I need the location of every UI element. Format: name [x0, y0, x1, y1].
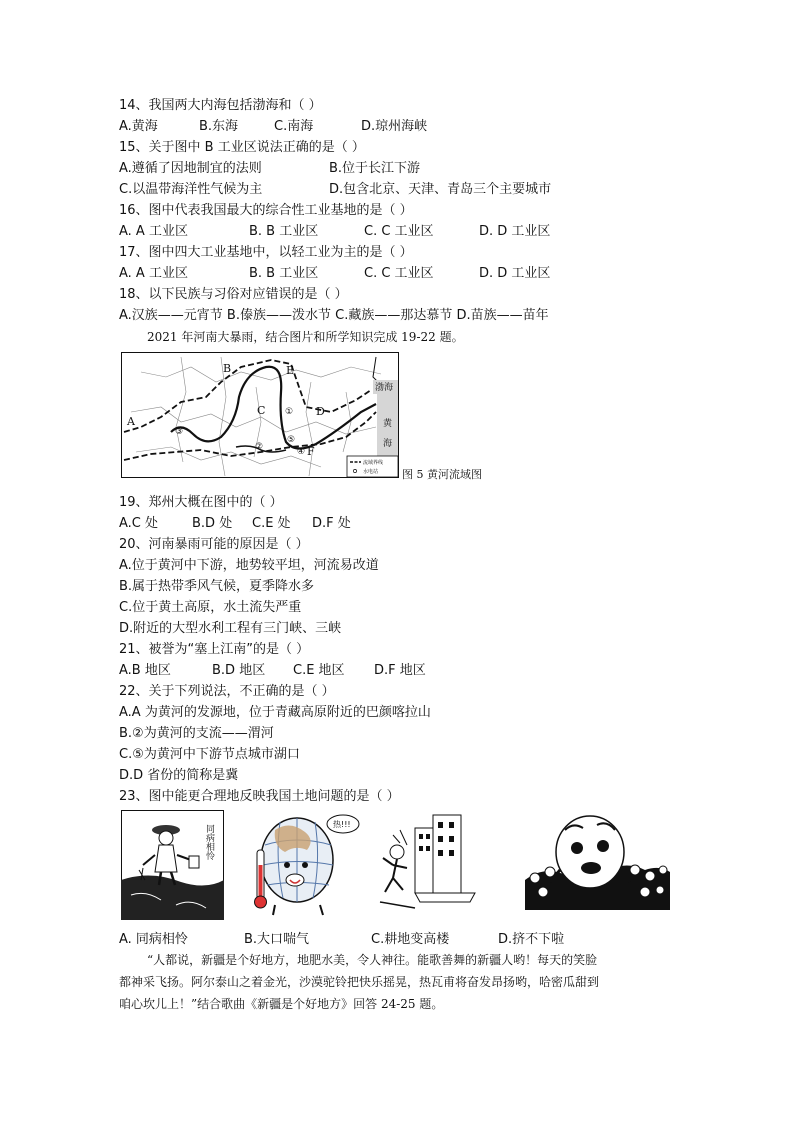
option-c: C.耕地变高楼	[371, 932, 450, 947]
option-b: B.大口喘气	[244, 932, 310, 947]
passage-intro-19-22: 2021 年河南大暴雨，结合图片和所学知识完成 19-22 题。	[147, 330, 464, 344]
question-20-option-a: A.位于黄河中下游，地势较平坦，河流易改道	[119, 558, 379, 573]
label-a: A	[127, 415, 135, 428]
cartoon-d-image	[525, 810, 670, 920]
question-15-options-row1	[119, 160, 420, 178]
question-21-stem: 21、被誉为“塞上江南”的是（ ）	[119, 642, 310, 657]
cartoon-c-image	[375, 810, 485, 920]
marker-2: ②	[255, 442, 264, 452]
option-c: C. C 工业区	[364, 266, 434, 281]
question-15-options-row2	[119, 181, 551, 199]
question-20-option-b: B.属于热带季风气候，夏季降水多	[119, 579, 315, 594]
label-f: F	[307, 445, 315, 458]
question-17-stem: 17、图中四大工业基地中，以轻工业为主的是（ ）	[119, 245, 413, 260]
cartoon-b-image	[245, 810, 360, 920]
option-b: B.东海	[199, 119, 239, 134]
question-17-options	[119, 265, 550, 283]
question-16-stem: 16、图中代表我国最大的综合性工业基地的是（ ）	[119, 203, 413, 218]
option-a: A. 同病相怜	[119, 932, 188, 947]
question-22-option-a: A.A 为黄河的发源地，位于青藏高原附近的巴颜喀拉山	[119, 705, 431, 720]
label-d: D	[316, 405, 325, 418]
question-23-options	[119, 931, 564, 949]
option-b: B. B 工业区	[249, 224, 319, 239]
question-18-stem: 18、以下民族与习俗对应错误的是（ ）	[119, 287, 348, 302]
yellow-river-basin-map	[121, 352, 399, 478]
option-a: A.遵循了因地制宜的法则	[119, 161, 262, 176]
question-14-options	[119, 118, 427, 136]
marker-4: ④	[297, 447, 306, 457]
label-huang: 黄	[383, 419, 393, 429]
option-b: B.D 处	[192, 516, 233, 531]
question-20-stem: 20、河南暴雨可能的原因是（ ）	[119, 537, 309, 552]
legend-hydropower-label: 水电站	[363, 469, 379, 475]
question-20-option-c: C.位于黄土高原，水土流失严重	[119, 600, 302, 615]
option-c: C.南海	[274, 119, 314, 134]
map-legend	[347, 456, 398, 477]
legend-boundary-label: 流域界线	[363, 460, 384, 466]
option-d: D. D 工业区	[479, 266, 551, 281]
marker-5: ⑤	[287, 435, 296, 445]
option-d: D.F 处	[312, 516, 351, 531]
option-d: D.包含北京、天津、青岛三个主要城市	[329, 182, 552, 197]
label-e: E	[286, 364, 295, 377]
question-18-options: A.汉族——元宵节 B.傣族——泼水节 C.藏族——那达慕节 D.苗族——苗年	[119, 308, 549, 323]
cartoon-a-image	[121, 810, 224, 920]
question-23-stem: 23、图中能更合理地反映我国土地问题的是（ ）	[119, 789, 400, 804]
option-a: A. A 工业区	[119, 266, 188, 281]
question-21-options	[119, 662, 426, 680]
option-d: D.琼州海峡	[361, 119, 428, 134]
option-c: C.E 处	[252, 516, 291, 531]
option-a: A.黄海	[119, 119, 158, 134]
option-d: D. D 工业区	[479, 224, 551, 239]
question-19-options	[119, 515, 351, 533]
passage-intro-24-25-line3: 咱心坎儿上！”结合歌曲《新疆是个好地方》回答 24-25 题。	[119, 997, 444, 1011]
passage-intro-24-25-line2: 都神采飞扬。阿尔泰山之着金光，沙漠驼铃把快乐摇晃，热瓦甫将奋发昂扬哟，哈密瓜甜到	[119, 975, 600, 989]
label-hai: 海	[383, 439, 393, 449]
question-14-stem: 14、我国两大内海包括渤海和（ ）	[119, 98, 322, 113]
option-c: C.以温带海洋性气候为主	[119, 182, 263, 197]
question-16-options	[119, 223, 550, 241]
question-19-stem: 19、郑州大概在图中的（ ）	[119, 495, 283, 510]
option-d: D.挤不下啦	[498, 932, 565, 947]
option-c: C.E 地区	[293, 663, 345, 678]
question-15-stem: 15、关于图中 B 工业区说法正确的是（ ）	[119, 140, 365, 155]
option-d: D.F 地区	[374, 663, 426, 678]
question-20-option-d: D.附近的大型水利工程有三门峡、三峡	[119, 621, 342, 636]
label-c: C	[257, 404, 266, 417]
option-b: B. B 工业区	[249, 266, 319, 281]
option-b: B.D 地区	[212, 663, 266, 678]
question-22-option-d: D.D 省份的简称是冀	[119, 768, 239, 783]
marker-3: ③	[175, 427, 184, 437]
option-b: B.位于长江下游	[329, 161, 421, 176]
label-bohai: 渤海	[375, 383, 394, 393]
option-c: C. C 工业区	[364, 224, 434, 239]
cartoon-b-speech: 热!!!	[333, 820, 351, 829]
question-22-option-b: B.②为黄河的支流——渭河	[119, 726, 274, 741]
option-a: A.B 地区	[119, 663, 171, 678]
label-b: B	[223, 362, 232, 375]
cartoon-a-caption: 同病相怜	[204, 824, 214, 860]
option-a: A.C 处	[119, 516, 159, 531]
question-22-stem: 22、关于下列说法，不正确的是（ ）	[119, 684, 335, 699]
passage-intro-24-25-line1: “人都说，新疆是个好地方，地肥水美，令人神往。能歌善舞的新疆人哟！每天的笑脸	[147, 953, 598, 967]
marker-1: ①	[285, 407, 294, 417]
option-a: A. A 工业区	[119, 224, 188, 239]
question-22-option-c: C.⑤为黄河中下游节点城市湖口	[119, 747, 300, 762]
map-caption: 图 5 黄河流域图	[402, 468, 482, 481]
